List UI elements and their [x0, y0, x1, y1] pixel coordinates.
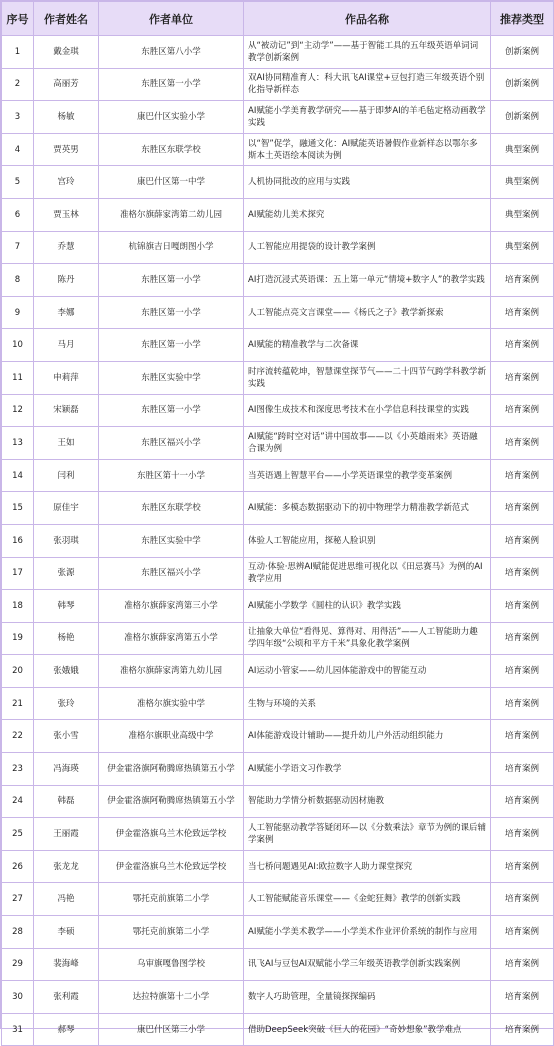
cell-recommend-type: 培育案例: [491, 329, 554, 362]
cell-index: 31: [2, 1013, 34, 1046]
header-work-title: 作品名称: [244, 2, 491, 36]
cell-unit: 东胜区第一小学: [99, 296, 244, 329]
cell-work-title: 以“智”促学，融通文化：AI赋能英语暑假作业新样态以鄂尔多斯本土英语绘本阅读为例: [244, 133, 491, 166]
award-table: [1, 1, 554, 1046]
cell-index: 26: [2, 850, 34, 883]
cell-recommend-type: 培育案例: [491, 557, 554, 590]
header-index: 序号: [2, 2, 34, 36]
table-row: [2, 948, 554, 981]
cell-unit: 东胜区东联学校: [99, 492, 244, 525]
cell-unit: 准格尔旗实验中学: [99, 687, 244, 720]
cell-recommend-type: 培育案例: [491, 687, 554, 720]
table-row: [2, 655, 554, 688]
table-row: [2, 981, 554, 1014]
cell-work-title: 数字人巧助管理，全量镜探探编码: [244, 981, 491, 1014]
cell-author: 王丽霞: [34, 818, 99, 851]
cell-work-title: AI赋能“跨时空对话”讲中国故事——以《小英雄雨来》英语融合课为例: [244, 427, 491, 460]
cell-index: 24: [2, 785, 34, 818]
cell-recommend-type: 培育案例: [491, 883, 554, 916]
cell-work-title: 从“被动记”到“主动学”——基于智能工具的五年级英语单词词教学创新案例: [244, 36, 491, 69]
cell-work-title: AI赋能小学数学《圆柱的认识》教学实践: [244, 590, 491, 623]
table-row: [2, 231, 554, 264]
cell-work-title: AI图像生成技术和深度思考技术在小学信息科技课堂的实践: [244, 394, 491, 427]
table-row: [2, 296, 554, 329]
table-row: [2, 753, 554, 786]
cell-recommend-type: 培育案例: [491, 850, 554, 883]
cell-index: 13: [2, 427, 34, 460]
cell-unit: 康巴什区第一中学: [99, 166, 244, 199]
cell-index: 6: [2, 198, 34, 231]
cell-index: 1: [2, 36, 34, 69]
cell-author: 张羽琪: [34, 524, 99, 557]
cell-unit: 鄂托克前旗第二小学: [99, 883, 244, 916]
cell-author: 闫利: [34, 459, 99, 492]
cell-work-title: AI赋能小学语文习作教学: [244, 753, 491, 786]
cell-unit: 东胜区第一小学: [99, 329, 244, 362]
cell-author: 张源: [34, 557, 99, 590]
cell-author: 王如: [34, 427, 99, 460]
cell-author: 宫玲: [34, 166, 99, 199]
cell-author: 宋颖磊: [34, 394, 99, 427]
cell-unit: 东胜区实验中学: [99, 524, 244, 557]
cell-index: 20: [2, 655, 34, 688]
cell-recommend-type: 培育案例: [491, 524, 554, 557]
cell-recommend-type: 创新案例: [491, 68, 554, 101]
cell-recommend-type: 培育案例: [491, 981, 554, 1014]
cell-unit: 东胜区第十一小学: [99, 459, 244, 492]
cell-author: 张利霞: [34, 981, 99, 1014]
cell-index: 10: [2, 329, 34, 362]
table-row: [2, 68, 554, 101]
table-row: [2, 361, 554, 394]
table-row: [2, 622, 554, 655]
table-row: [2, 101, 554, 134]
cell-recommend-type: 典型案例: [491, 133, 554, 166]
cell-work-title: 生物与环境的关系: [244, 687, 491, 720]
cell-index: 22: [2, 720, 34, 753]
cell-index: 23: [2, 753, 34, 786]
cell-recommend-type: 培育案例: [491, 427, 554, 460]
table-row: [2, 329, 554, 362]
cell-index: 18: [2, 590, 34, 623]
cell-index: 19: [2, 622, 34, 655]
cell-author: 冯海瑛: [34, 753, 99, 786]
table-body: [2, 36, 554, 1046]
cell-index: 29: [2, 948, 34, 981]
cell-unit: 达拉特旗第十二小学: [99, 981, 244, 1014]
cell-work-title: 互动·体验·思辨AI赋能促进思维可视化以《田忌赛马》为例的AI教学应用: [244, 557, 491, 590]
cell-author: 张玲: [34, 687, 99, 720]
cell-index: 16: [2, 524, 34, 557]
cell-unit: 鄂托克前旗第二小学: [99, 916, 244, 949]
cell-index: 27: [2, 883, 34, 916]
cell-work-title: AI体能游戏设计辅助——提升幼儿户外活动组织能力: [244, 720, 491, 753]
cell-author: 马月: [34, 329, 99, 362]
cell-unit: 康巴什区第三小学: [99, 1013, 244, 1046]
cell-author: 郝琴: [34, 1013, 99, 1046]
cell-recommend-type: 培育案例: [491, 818, 554, 851]
table-row: [2, 1013, 554, 1046]
cell-work-title: 让抽象大单位“看得见、算得对、用得活”——人工智能助力趣学四年级“公顷和平方千米”具象化教学案例: [244, 622, 491, 655]
cell-recommend-type: 培育案例: [491, 720, 554, 753]
cell-author: 戴金琪: [34, 36, 99, 69]
cell-work-title: 讯飞AI与豆包AI双赋能小学三年级英语教学创新实践案例: [244, 948, 491, 981]
cell-author: 张小雪: [34, 720, 99, 753]
cell-recommend-type: 培育案例: [491, 785, 554, 818]
cell-work-title: 当英语遇上智慧平台——小学英语课堂的教学变革案例: [244, 459, 491, 492]
cell-recommend-type: 培育案例: [491, 296, 554, 329]
cell-index: 7: [2, 231, 34, 264]
cell-author: 原佳宇: [34, 492, 99, 525]
table-row: [2, 459, 554, 492]
cell-author: 乔慧: [34, 231, 99, 264]
cell-recommend-type: 培育案例: [491, 1013, 554, 1046]
cell-author: 李硕: [34, 916, 99, 949]
table-row: [2, 427, 554, 460]
cell-index: 28: [2, 916, 34, 949]
table-row: [2, 818, 554, 851]
cell-author: 李娜: [34, 296, 99, 329]
cell-work-title: 人工智能点亮文言课堂——《杨氏之子》教学新探索: [244, 296, 491, 329]
cell-work-title: AI赋能小学美育教学研究——基于即梦AI的羊毛毡定格动画教学实践: [244, 101, 491, 134]
header-unit: 作者单位: [99, 2, 244, 36]
cell-work-title: AI赋能的精准教学与二次备课: [244, 329, 491, 362]
cell-recommend-type: 培育案例: [491, 916, 554, 949]
header-author: 作者姓名: [34, 2, 99, 36]
cell-index: 17: [2, 557, 34, 590]
cell-work-title: AI运动小管家——幼儿园体能游戏中的智能互动: [244, 655, 491, 688]
cell-unit: 东胜区第一小学: [99, 264, 244, 297]
cell-work-title: 体验人工智能应用，探秘人脸识别: [244, 524, 491, 557]
table-row: [2, 590, 554, 623]
cell-recommend-type: 典型案例: [491, 166, 554, 199]
table-row: [2, 524, 554, 557]
cell-work-title: AI赋能幼儿美术探究: [244, 198, 491, 231]
cell-author: 陈丹: [34, 264, 99, 297]
cell-author: 高丽芳: [34, 68, 99, 101]
cell-author: 杨敏: [34, 101, 99, 134]
cell-work-title: 智能助力学情分析数据驱动因材施教: [244, 785, 491, 818]
cell-author: 裴海峰: [34, 948, 99, 981]
cell-work-title: 人工智能赋能音乐课堂——《金蛇狂舞》教学的创新实践: [244, 883, 491, 916]
cell-author: 张娥娥: [34, 655, 99, 688]
cell-index: 8: [2, 264, 34, 297]
cell-work-title: 人机协同批改的应用与实践: [244, 166, 491, 199]
table-row: [2, 198, 554, 231]
cell-recommend-type: 典型案例: [491, 231, 554, 264]
cell-work-title: 借助DeepSeek突破《巨人的花园》“奇妙想象”教学难点: [244, 1013, 491, 1046]
table-row: [2, 687, 554, 720]
cell-unit: 准格尔旗薛家湾第五小学: [99, 622, 244, 655]
cell-index: 25: [2, 818, 34, 851]
cell-recommend-type: 培育案例: [491, 622, 554, 655]
cell-author: 冯艳: [34, 883, 99, 916]
cell-work-title: 人工智能应用提袋的设计教学案例: [244, 231, 491, 264]
cell-author: 杨艳: [34, 622, 99, 655]
cell-work-title: AI打造沉浸式英语课：五上第一单元“情境+数字人”的教学实践: [244, 264, 491, 297]
cell-author: 贾玉林: [34, 198, 99, 231]
cell-recommend-type: 培育案例: [491, 492, 554, 525]
cell-author: 张龙龙: [34, 850, 99, 883]
cell-unit: 准格尔旗薛家湾第三小学: [99, 590, 244, 623]
cell-index: 5: [2, 166, 34, 199]
cell-unit: 伊金霍洛旗乌兰木伦致远学校: [99, 818, 244, 851]
cell-index: 12: [2, 394, 34, 427]
cell-unit: 准格尔旗职业高级中学: [99, 720, 244, 753]
cell-index: 3: [2, 101, 34, 134]
cell-unit: 康巴什区实验小学: [99, 101, 244, 134]
cell-unit: 东胜区实验中学: [99, 361, 244, 394]
cell-unit: 东胜区第一小学: [99, 394, 244, 427]
cell-recommend-type: 培育案例: [491, 459, 554, 492]
table-row: [2, 264, 554, 297]
cell-work-title: AI赋能小学美术教学——小学美术作业评价系统的制作与应用: [244, 916, 491, 949]
cell-unit: 伊金霍洛旗阿勒腾席热镇第五小学: [99, 753, 244, 786]
cell-author: 贾英男: [34, 133, 99, 166]
cell-recommend-type: 培育案例: [491, 394, 554, 427]
cell-recommend-type: 培育案例: [491, 948, 554, 981]
cell-unit: 杭锦旗吉日嘎朗图小学: [99, 231, 244, 264]
cell-unit: 东胜区福兴小学: [99, 427, 244, 460]
table-row: [2, 557, 554, 590]
cell-index: 4: [2, 133, 34, 166]
table-row: [2, 785, 554, 818]
cell-recommend-type: 培育案例: [491, 264, 554, 297]
cell-author: 韩磊: [34, 785, 99, 818]
cell-unit: 东胜区福兴小学: [99, 557, 244, 590]
cell-recommend-type: 创新案例: [491, 36, 554, 69]
table-row: [2, 394, 554, 427]
table-row: [2, 720, 554, 753]
table-row: [2, 883, 554, 916]
table-header-row: [2, 2, 554, 36]
cell-recommend-type: 典型案例: [491, 198, 554, 231]
cell-work-title: AI赋能：多模态数据驱动下的初中物理学力精准教学新范式: [244, 492, 491, 525]
header-recommend-type: 推荐类型: [491, 2, 554, 36]
table-row: [2, 133, 554, 166]
cell-work-title: 人工智能驱动教学答疑闭环—以《分数乘法》章节为例的课后辅学案例: [244, 818, 491, 851]
cell-index: 14: [2, 459, 34, 492]
cell-author: 韩琴: [34, 590, 99, 623]
cell-unit: 东胜区第八小学: [99, 36, 244, 69]
cell-index: 15: [2, 492, 34, 525]
cell-unit: 乌审旗嘎鲁图学校: [99, 948, 244, 981]
cell-unit: 东胜区第一小学: [99, 68, 244, 101]
cell-recommend-type: 培育案例: [491, 361, 554, 394]
cell-index: 21: [2, 687, 34, 720]
cell-index: 2: [2, 68, 34, 101]
cell-recommend-type: 培育案例: [491, 590, 554, 623]
cell-recommend-type: 创新案例: [491, 101, 554, 134]
cell-index: 30: [2, 981, 34, 1014]
cell-recommend-type: 培育案例: [491, 753, 554, 786]
cell-unit: 准格尔旗薛家湾第九幼儿园: [99, 655, 244, 688]
cell-index: 9: [2, 296, 34, 329]
table-row: [2, 850, 554, 883]
cell-recommend-type: 培育案例: [491, 655, 554, 688]
cell-unit: 东胜区东联学校: [99, 133, 244, 166]
cell-author: 申莉萍: [34, 361, 99, 394]
cell-index: 11: [2, 361, 34, 394]
table-row: [2, 492, 554, 525]
cell-unit: 伊金霍洛旗乌兰木伦致远学校: [99, 850, 244, 883]
cell-unit: 伊金霍洛旗阿勒腾席热镇第五小学: [99, 785, 244, 818]
cell-work-title: 双AI协同精准育人：科大讯飞AI课堂+豆包打造三年级英语个别化指导新样态: [244, 68, 491, 101]
table-row: [2, 166, 554, 199]
cell-unit: 准格尔旗薛家湾第二幼儿园: [99, 198, 244, 231]
table-row: [2, 36, 554, 69]
table-row: [2, 916, 554, 949]
cell-work-title: 当七桥问题遇见AI:欧拉数字人助力课堂探究: [244, 850, 491, 883]
cell-work-title: 时序流转蕴乾坤，智慧课堂探节气——二十四节气跨学科教学新实践: [244, 361, 491, 394]
